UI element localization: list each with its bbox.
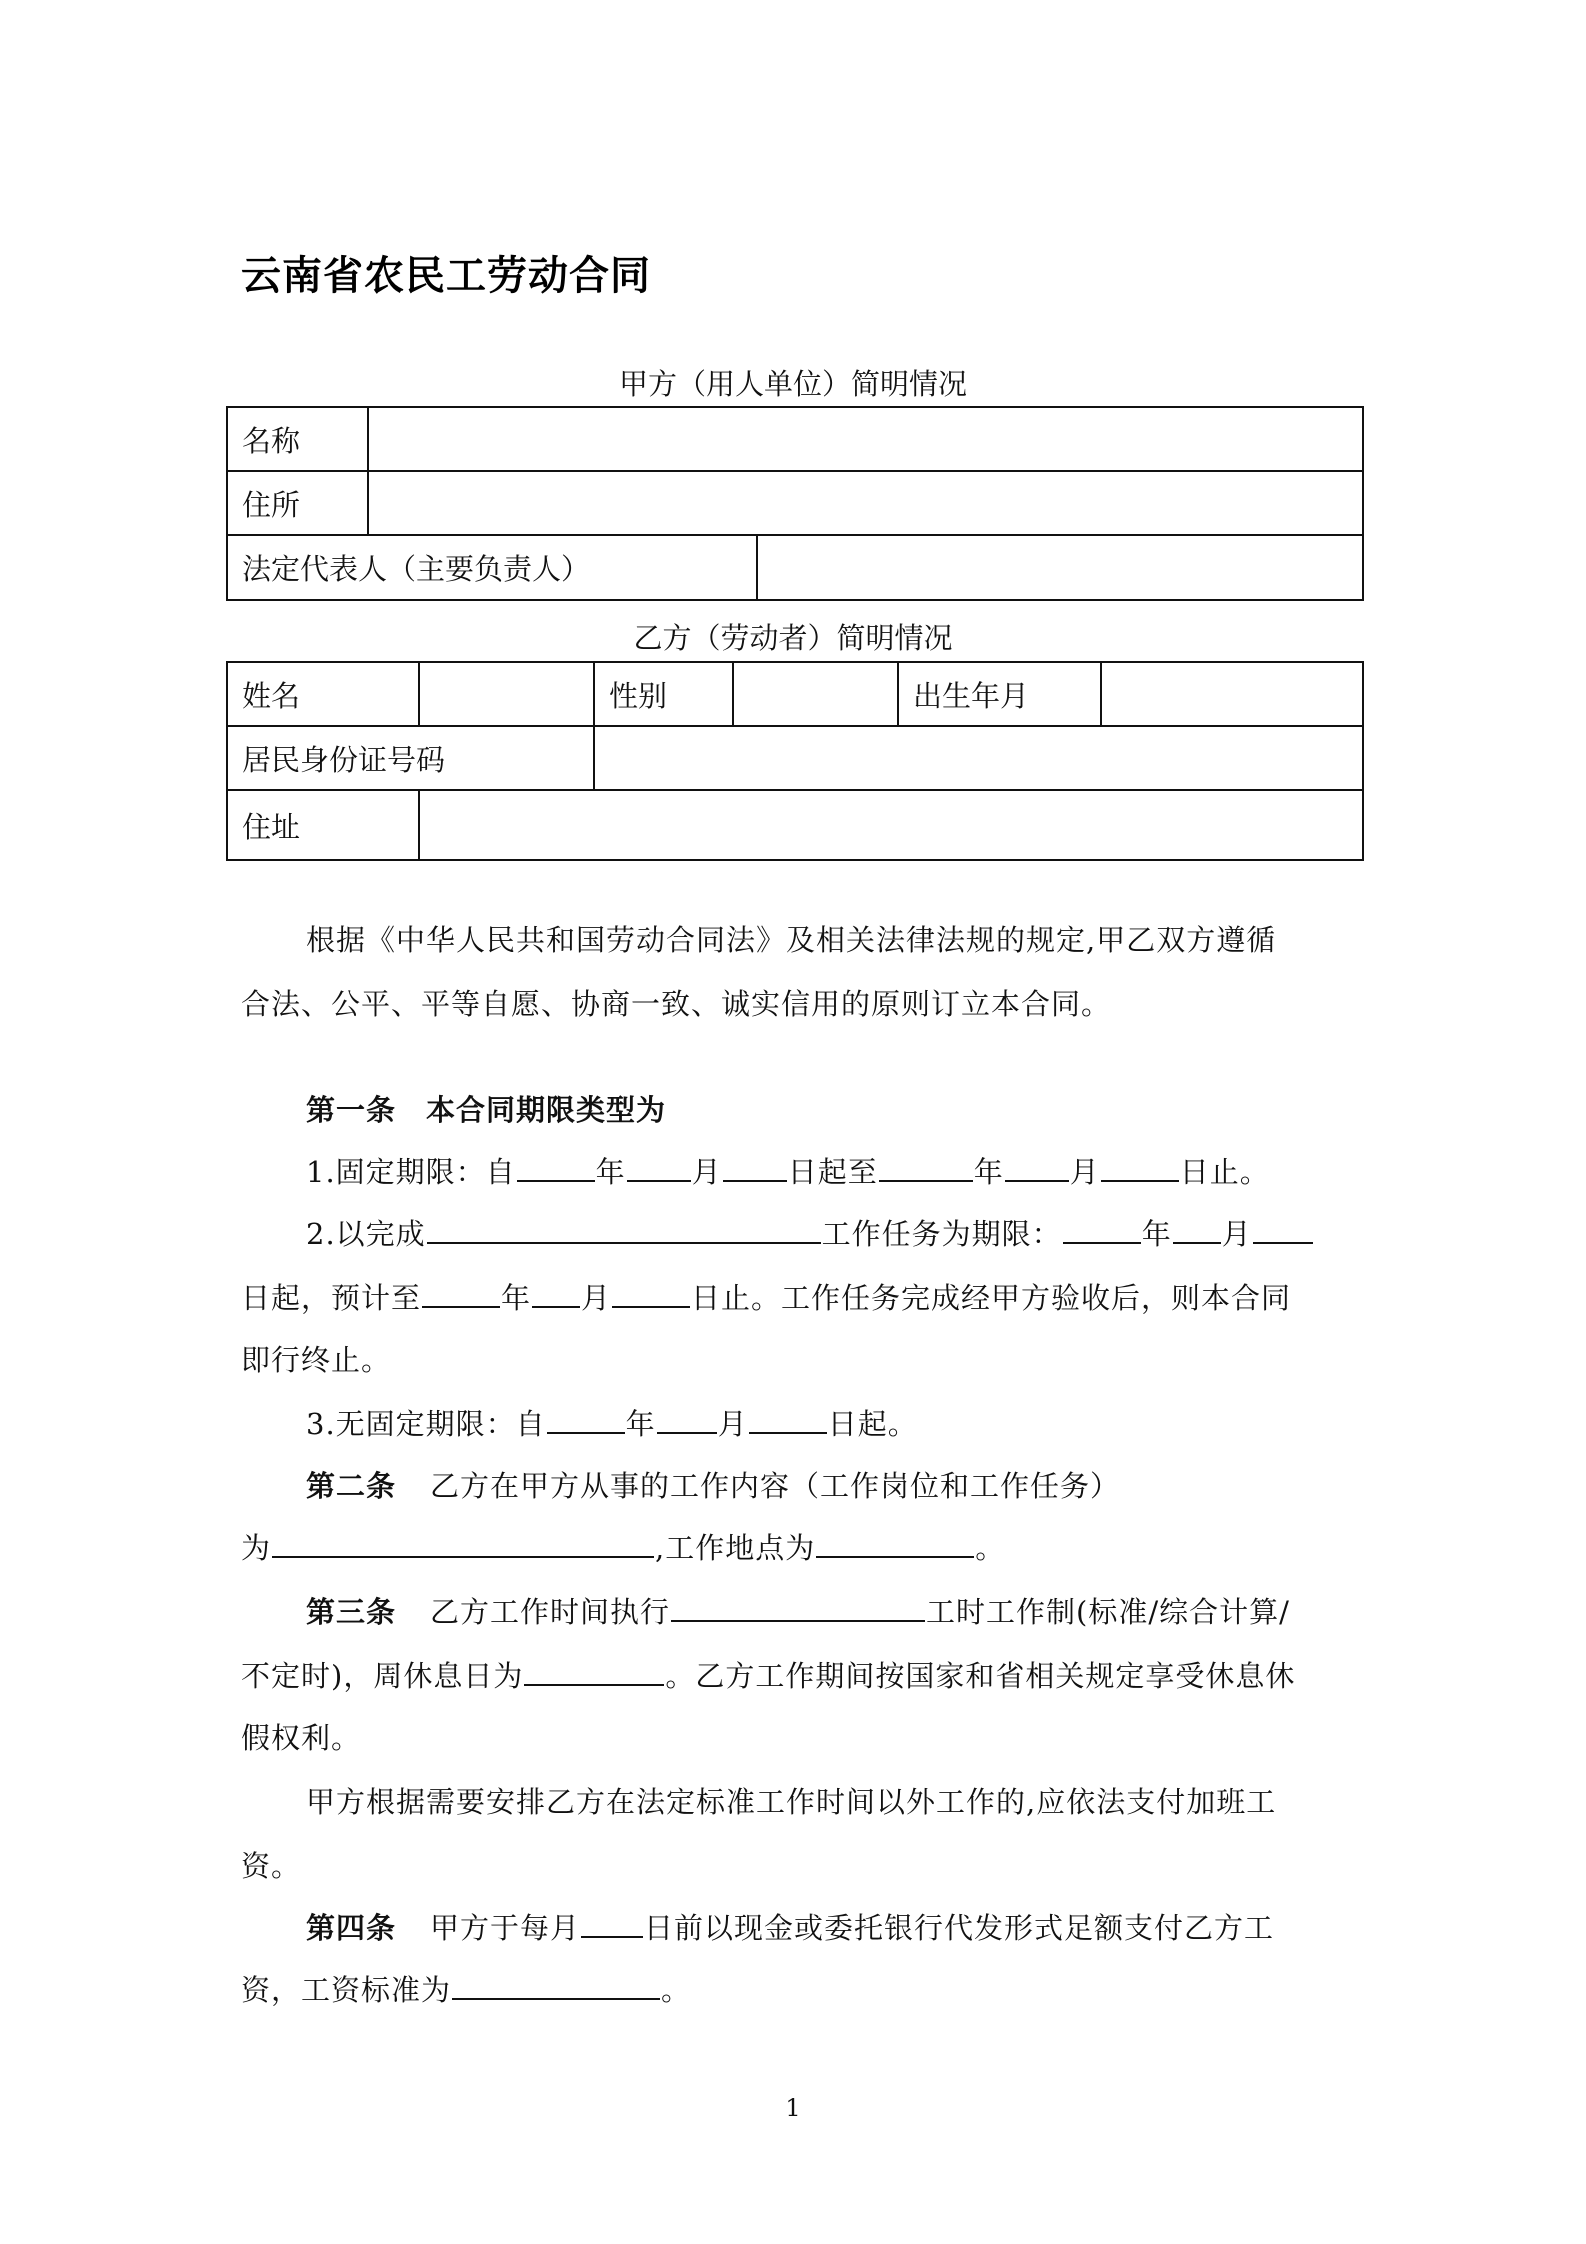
article-2-line-1: [306, 1464, 1120, 1505]
day-label: 日起至: [787, 1155, 878, 1189]
item-3-end: 日起。: [827, 1407, 918, 1441]
year-label: 年: [625, 1407, 656, 1441]
article-4-text-after: 日前以现金或委托银行代发形式足额支付乙方工: [644, 1911, 1275, 1945]
open-start-month-blank[interactable]: [657, 1404, 717, 1434]
item-3-prefix: 3.无固定期限：自: [306, 1407, 546, 1441]
document-title: 云南省农民工劳动合同: [241, 253, 651, 299]
start-year-blank[interactable]: [517, 1152, 595, 1182]
end-day-blank[interactable]: [1101, 1152, 1179, 1182]
article-4-end: 。: [661, 1973, 692, 2007]
party-b-id-label: 居民身份证号码: [227, 726, 594, 790]
article-3-line-2-end: 。乙方工作期间按国家和省相关规定享受休息休: [665, 1659, 1296, 1693]
party-b-gender-label: 性别: [594, 662, 733, 726]
year-label: 年: [973, 1155, 1004, 1189]
task-start-month-blank[interactable]: [1173, 1214, 1221, 1244]
article-2-mid: ,工作地点为: [655, 1531, 816, 1565]
item-2-cont-end: 日止。工作任务完成经甲方验收后，则本合同: [691, 1281, 1292, 1315]
article-3-para-2-line-1: 甲方根据需要安排乙方在法定标准工作时间以外工作的,应依法支付加班工: [306, 1785, 1277, 1819]
open-start-year-blank[interactable]: [547, 1404, 625, 1434]
article-1-item-2-end: 即行终止。: [241, 1343, 392, 1377]
article-3-line-1: [306, 1590, 1290, 1631]
pay-day-blank[interactable]: [581, 1908, 643, 1938]
item-2-prefix: 2.以完成: [306, 1217, 426, 1251]
party-b-caption: 乙方（劳动者）简明情况: [633, 621, 953, 655]
task-blank[interactable]: [427, 1214, 821, 1244]
party-a-address-label: 住所: [227, 471, 368, 535]
month-label: 月: [1069, 1155, 1100, 1189]
article-1-item-2: [306, 1212, 1314, 1253]
start-day-blank[interactable]: [723, 1152, 787, 1182]
task-end-day-blank[interactable]: [612, 1278, 690, 1308]
party-b-name-label: 姓名: [227, 662, 419, 726]
task-start-year-blank[interactable]: [1063, 1214, 1141, 1244]
article-2-prefix: 为: [241, 1531, 272, 1565]
party-a-legal-rep-field[interactable]: [757, 535, 1363, 600]
task-end-year-blank[interactable]: [422, 1278, 500, 1308]
article-3-heading: 第三条: [306, 1595, 397, 1629]
party-b-gender-field[interactable]: [733, 662, 898, 726]
party-b-id-field[interactable]: [594, 726, 1363, 790]
party-a-legal-rep-label: 法定代表人（主要负责人）: [227, 535, 757, 600]
day-label: 日止。: [1179, 1155, 1270, 1189]
intro-line-1: 根据《中华人民共和国劳动合同法》及相关法律法规的规定,甲乙双方遵循: [306, 923, 1277, 957]
article-3-prefix: 不定时)，周休息日为: [241, 1659, 524, 1693]
year-label: 年: [501, 1281, 532, 1315]
party-a-name-label: 名称: [227, 407, 368, 471]
intro-line-2: 合法、公平、平等自愿、协商一致、诚实信用的原则订立本合同。: [241, 987, 1112, 1021]
item-2-mid: 工作任务为期限：: [821, 1217, 1062, 1251]
party-a-name-field[interactable]: [368, 407, 1363, 471]
rest-day-blank[interactable]: [524, 1656, 664, 1686]
start-month-blank[interactable]: [627, 1152, 691, 1182]
party-b-address-label: 住址: [227, 790, 419, 860]
article-3-line-3: 假权利。: [241, 1721, 362, 1755]
open-start-day-blank[interactable]: [749, 1404, 827, 1434]
year-label: 年: [595, 1155, 626, 1189]
article-2-line-2: [241, 1526, 1005, 1567]
article-3-text: 乙方工作时间执行: [430, 1595, 671, 1629]
article-3-para-2-line-2: 资。: [241, 1849, 302, 1883]
month-label: 月: [717, 1407, 748, 1441]
article-1-heading: 第一条 本合同期限类型为: [306, 1093, 667, 1127]
article-4-line-2: [241, 1968, 691, 2009]
article-4-prefix: 资，工资标准为: [241, 1973, 452, 2007]
year-label: 年: [1141, 1217, 1172, 1251]
party-a-caption: 甲方（用人单位）简明情况: [618, 367, 967, 401]
working-hours-system-blank[interactable]: [671, 1592, 925, 1622]
month-label: 月: [1221, 1217, 1252, 1251]
party-b-birth-field[interactable]: [1101, 662, 1363, 726]
article-3-line-2: [241, 1654, 1295, 1695]
party-a-table: [226, 406, 1364, 601]
month-label: 月: [691, 1155, 722, 1189]
end-year-blank[interactable]: [879, 1152, 973, 1182]
wage-standard-blank[interactable]: [452, 1970, 660, 2000]
party-b-address-field[interactable]: [419, 790, 1363, 860]
end-month-blank[interactable]: [1005, 1152, 1069, 1182]
party-b-name-field[interactable]: [419, 662, 594, 726]
party-b-birth-label: 出生年月: [898, 662, 1101, 726]
task-start-day-blank[interactable]: [1253, 1214, 1313, 1244]
article-4-heading: 第四条: [306, 1911, 397, 1945]
month-label: 月: [581, 1281, 612, 1315]
party-b-table: [226, 661, 1364, 861]
article-2-text: 乙方在甲方从事的工作内容（工作岗位和工作任务）: [430, 1469, 1121, 1503]
article-2-end: 。: [975, 1531, 1006, 1565]
article-4-text: 甲方于每月: [430, 1911, 581, 1945]
job-content-blank[interactable]: [272, 1528, 654, 1558]
task-end-month-blank[interactable]: [532, 1278, 580, 1308]
page-number: 1: [785, 2094, 801, 2122]
item-1-prefix: 1.固定期限：自: [306, 1155, 516, 1189]
article-2-heading: 第二条: [306, 1469, 397, 1503]
article-1-item-2-cont: [241, 1276, 1291, 1317]
article-4-line-1: [306, 1906, 1274, 1947]
article-3-text-after: 工时工作制(标准/综合计算/: [926, 1595, 1290, 1629]
party-a-address-field[interactable]: [368, 471, 1363, 535]
work-location-blank[interactable]: [816, 1528, 974, 1558]
article-1-item-3: [306, 1402, 918, 1443]
article-1-item-1: [306, 1150, 1270, 1191]
item-2-cont-prefix: 日起，预计至: [241, 1281, 422, 1315]
